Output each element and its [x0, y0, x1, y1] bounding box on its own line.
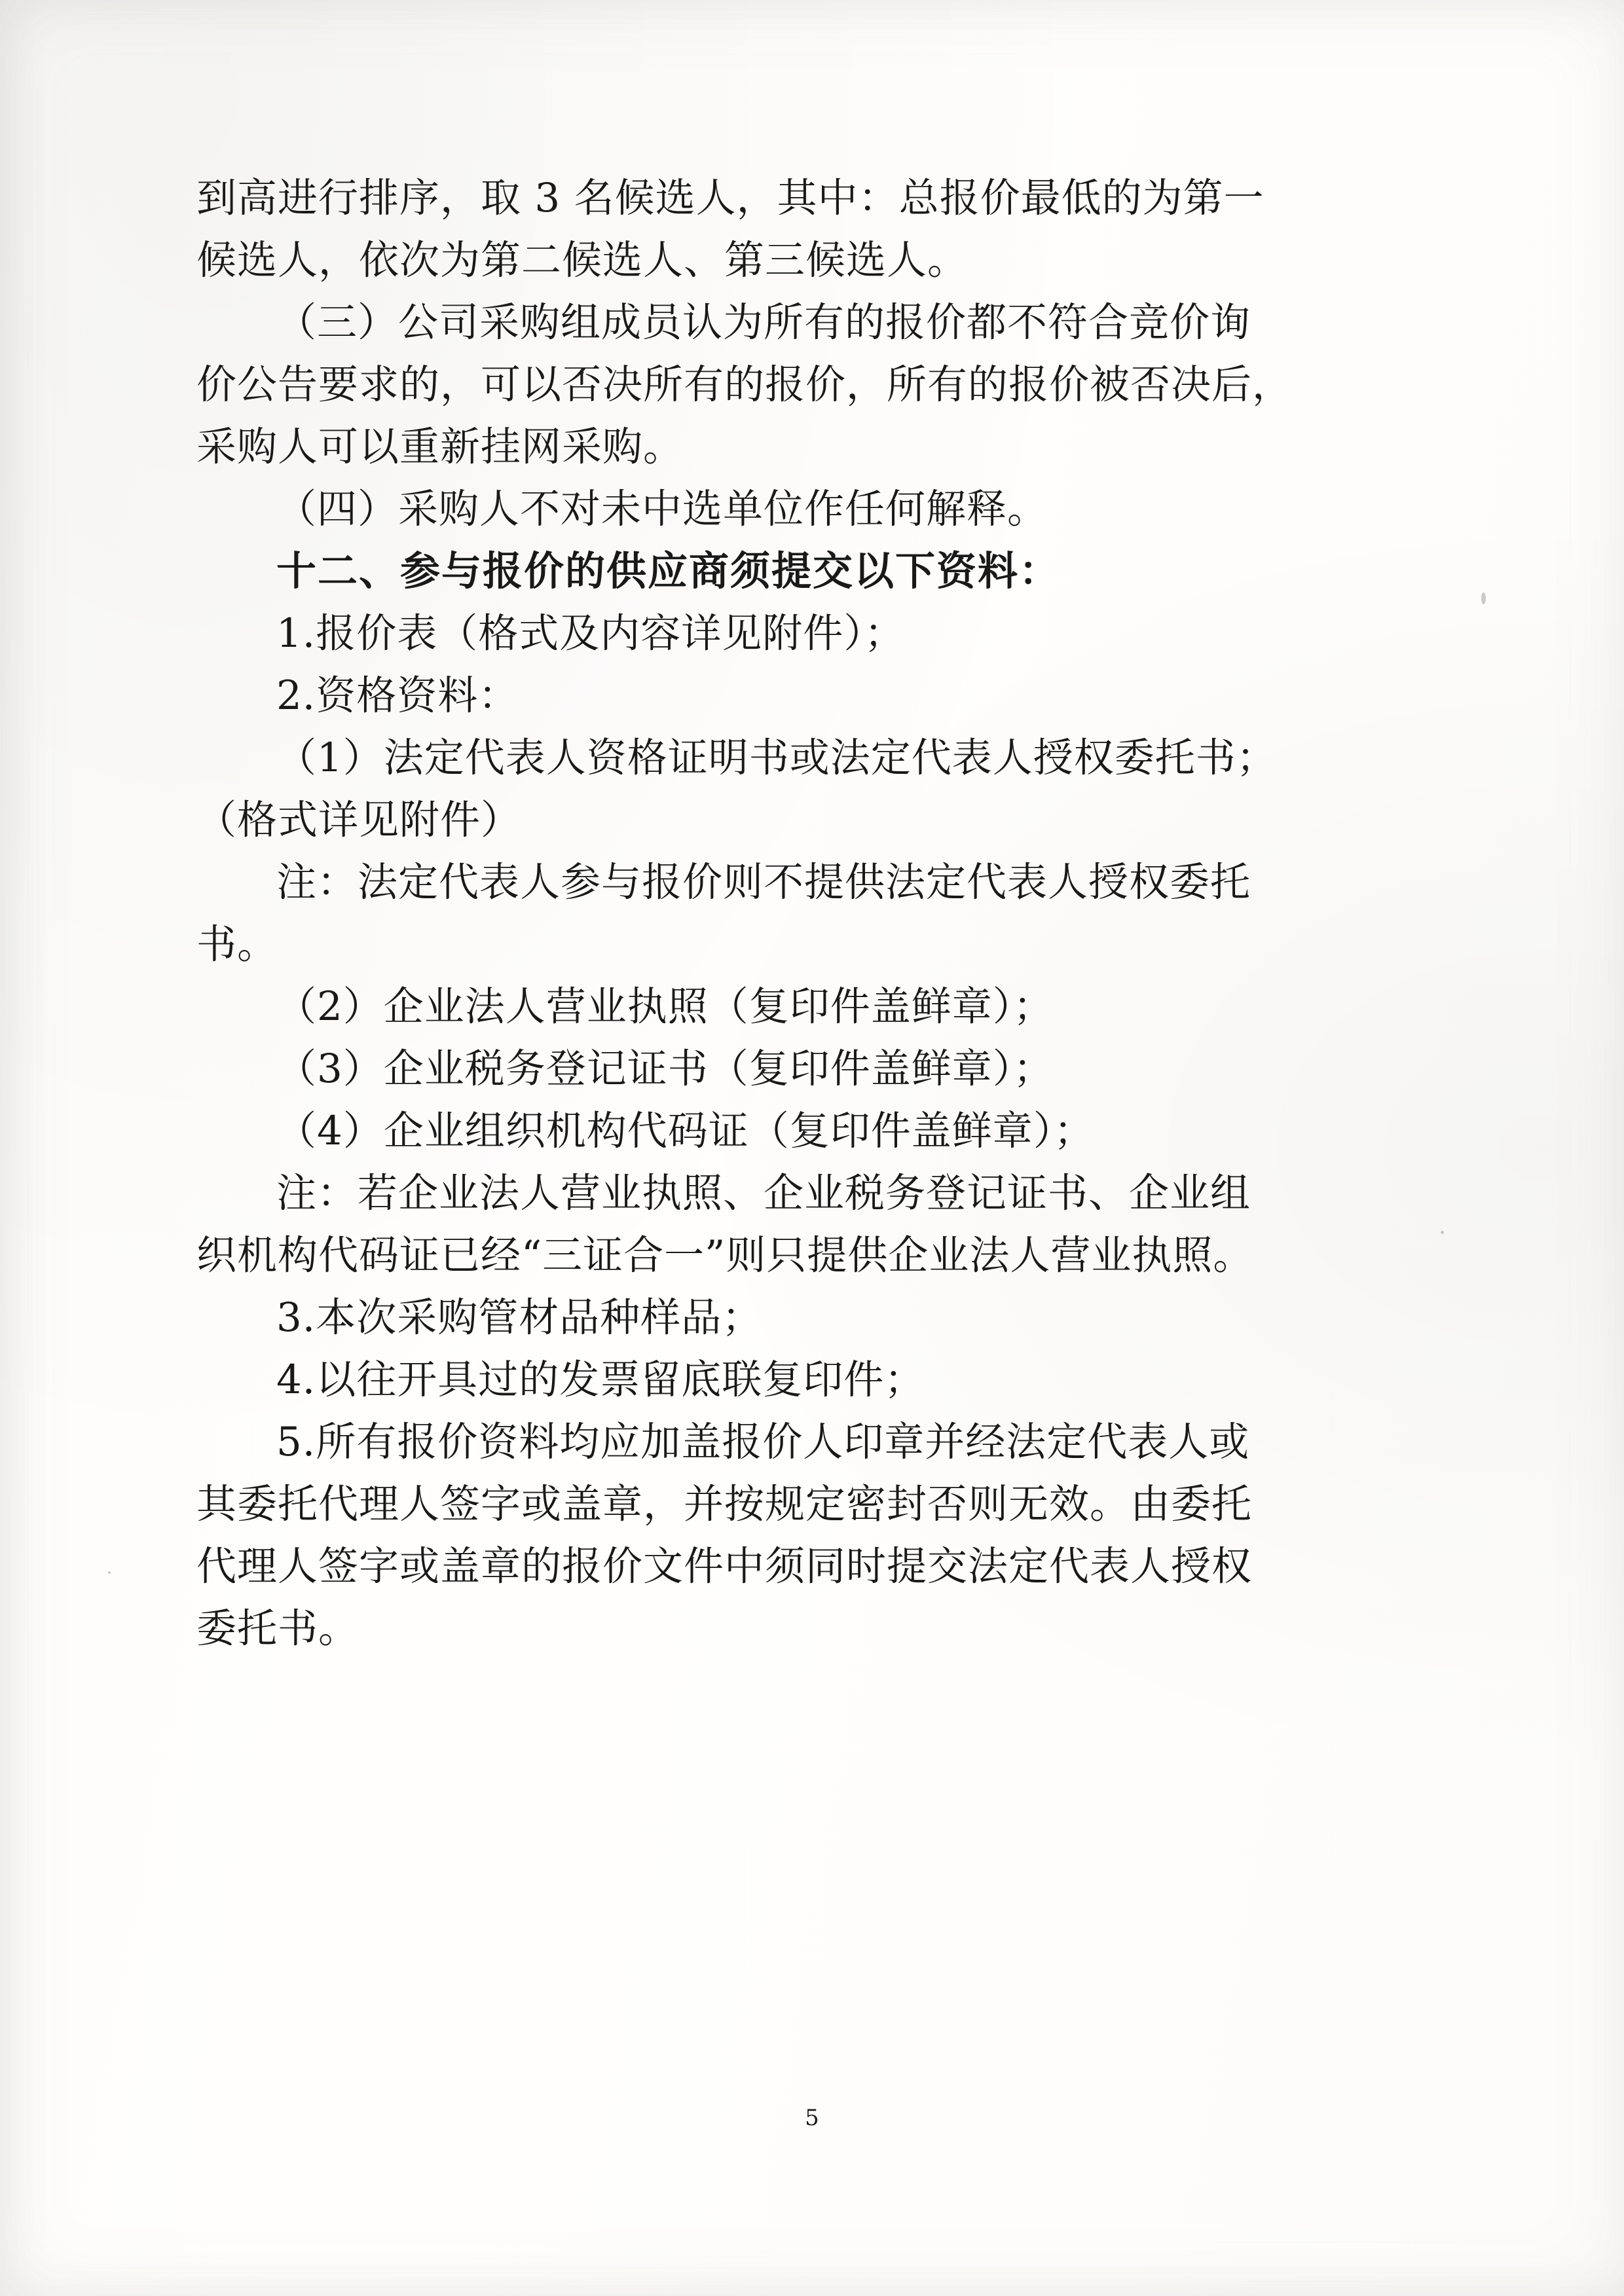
paragraph-line: 书。: [196, 921, 278, 968]
paragraph-line: 到高进行排序，取 3 名候选人，其中：总报价最低的为第一: [196, 175, 1264, 221]
paragraph-line: 1.报价表（格式及内容详见附件）；: [276, 610, 905, 657]
paragraph-line: 注：若企业法人营业执照、企业税务登记证书、企业组: [276, 1170, 1251, 1216]
paragraph-line: （1）法定代表人资格证明书或法定代表人授权委托书；: [276, 735, 1277, 781]
scan-speck: [108, 1571, 111, 1574]
paragraph-line: 代理人签字或盖章的报价文件中须同时提交法定代表人授权: [196, 1543, 1253, 1590]
paragraph-line: 采购人可以重新挂网采购。: [196, 424, 684, 470]
document-body: [196, 167, 1375, 1660]
paragraph-line: 2.资格资料：: [276, 672, 519, 719]
scan-speck: [1481, 592, 1486, 604]
paragraph-line: （2）企业法人营业执照（复印件盖鲜章）；: [276, 983, 1054, 1030]
paragraph-line: 委托书。: [196, 1605, 360, 1652]
paragraph-line: 4.以往开具过的发票留底联复印件；: [276, 1357, 925, 1403]
section-heading: 十二、参与报价的供应商须提交以下资料：: [276, 548, 1061, 594]
paragraph-line: 候选人，依次为第二候选人、第三候选人。: [196, 237, 969, 283]
paragraph-line: （四）采购人不对未中选单位作任何解释。: [276, 486, 1048, 532]
scan-speck: [1441, 1231, 1444, 1234]
paragraph-line: （格式详见附件）: [196, 797, 522, 843]
paragraph-line: 注：法定代表人参与报价则不提供法定代表人授权委托: [276, 859, 1251, 905]
paragraph-line: 价公告要求的，可以否决所有的报价，所有的报价被否决后，: [196, 361, 1293, 408]
paragraph-line: 织机构代码证已经“三证合一”则只提供企业法人营业执照。: [196, 1232, 1254, 1279]
page-number: 5: [805, 2105, 819, 2131]
paragraph-line: （4）企业组织机构代码证（复印件盖鲜章）；: [276, 1108, 1095, 1154]
paragraph-line: （三）公司采购组成员认为所有的报价都不符合竞价询: [276, 299, 1251, 346]
paragraph-line: （3）企业税务登记证书（复印件盖鲜章）；: [276, 1046, 1054, 1092]
paragraph-line: 3.本次采购管材品种样品；: [276, 1294, 763, 1341]
paragraph-line: 其委托代理人签字或盖章，并按规定密封否则无效。由委托: [196, 1481, 1253, 1527]
paragraph-line: 5.所有报价资料均应加盖报价人印章并经法定代表人或: [276, 1419, 1250, 1465]
